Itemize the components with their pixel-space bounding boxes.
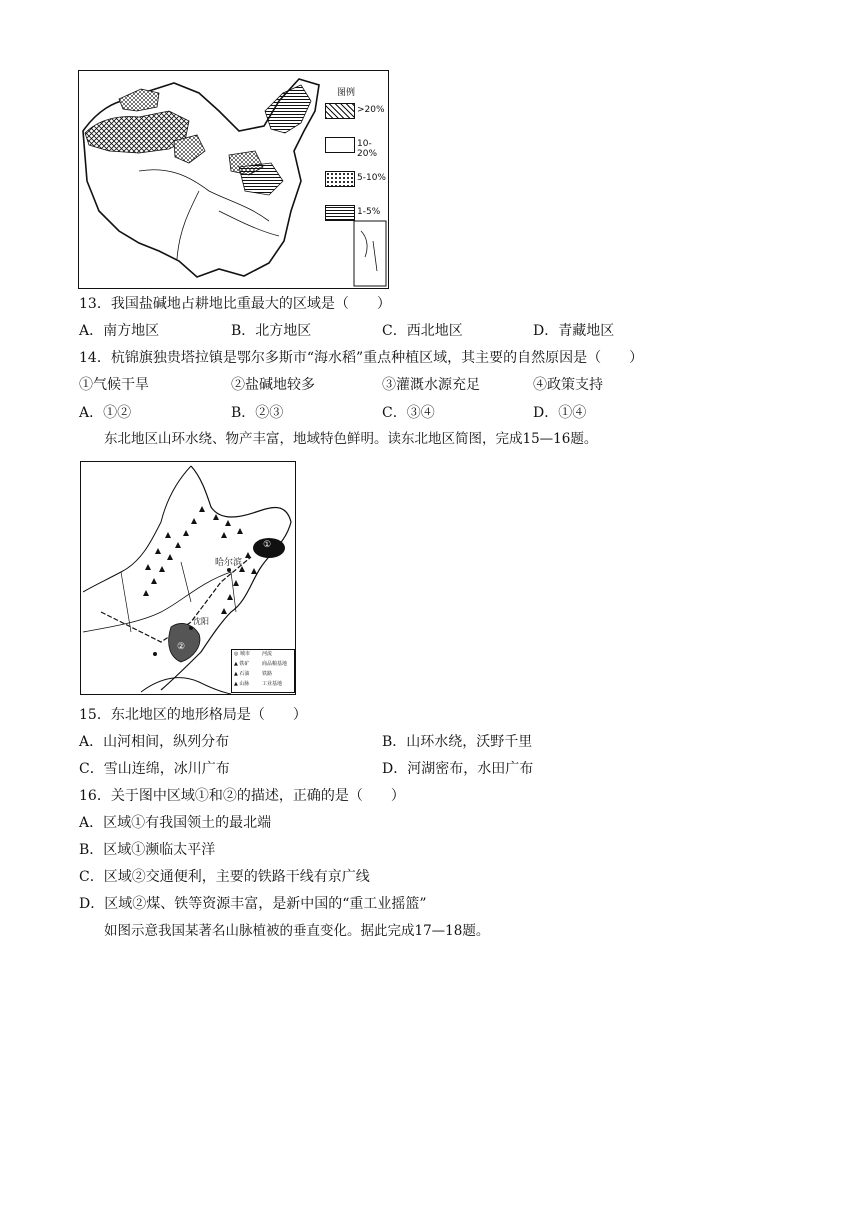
legend-river: 河流 [262, 651, 273, 657]
q13-option-b: B．北方地区 [231, 323, 312, 339]
q13-option-c: C．西北地区 [382, 323, 463, 339]
q15-option-d: D．河湖密布，水田广布 [382, 761, 534, 777]
legend-city: ◎ 城市 [234, 651, 250, 657]
q15-option-b: B．山环水绕，沃野千里 [382, 734, 533, 750]
q13-option-d: D．青藏地区 [533, 323, 615, 339]
city-label-shenyang: 沈阳 [193, 617, 209, 626]
q14-item-4: ④政策支持 [533, 377, 603, 393]
q16-option-a: A．区域①有我国领土的最北端 [79, 815, 272, 831]
intro-17-18: 如图示意我国某著名山脉植被的垂直变化。据此完成17—18题。 [104, 923, 490, 939]
q16-stem: 16．关于图中区域①和②的描述，正确的是（ ） [79, 788, 405, 804]
legend-grain-base: 商品粮基地 [262, 661, 288, 667]
q14-stem: 14．杭锦旗独贵塔拉镇是鄂尔多斯市“海水稻”重点种植区域，其主要的自然原因是（ ） [79, 350, 644, 366]
map2-legend [231, 649, 295, 693]
q14-item-2: ②盐碱地较多 [231, 377, 315, 393]
q15-option-c: C．雪山连绵，冰川广布 [79, 761, 230, 777]
q15-stem: 15．东北地区的地形格局是（ ） [79, 707, 307, 723]
q14-item-1: ①气候干旱 [79, 377, 149, 393]
legend-swatch-gt20 [325, 103, 355, 119]
mountain-symbols-greater-khingan [143, 506, 205, 596]
legend-label-10-20: 10-20% [357, 139, 378, 159]
city-label-harbin: 哈尔滨 [215, 558, 243, 568]
legend-title: 图例 [337, 88, 356, 98]
q16-option-d: D．区域②煤、铁等资源丰富，是新中国的“重工业摇篮” [79, 896, 427, 912]
legend-swatch-1-5 [325, 205, 355, 221]
q14-item-3: ③灌溉水源充足 [382, 377, 480, 393]
legend-label-gt20: >20% [357, 105, 385, 115]
legend-railway: 铁路 [262, 671, 273, 677]
q13-option-a: A．南方地区 [79, 323, 160, 339]
q13-stem: 13．我国盐碱地占耕地比重最大的区域是（ ） [79, 296, 391, 312]
northeast-map [80, 461, 296, 695]
q16-option-b: B．区域①濒临太平洋 [79, 842, 216, 858]
q14-option-c: C．③④ [382, 405, 435, 421]
legend-industrial: 工业基地 [262, 681, 283, 687]
q14-option-a: A．①② [79, 405, 132, 421]
saline-land-map [78, 70, 389, 289]
region-marker-2: ② [177, 642, 186, 652]
intro-15-16: 东北地区山环水绕、物产丰富，地域特色鲜明。读东北地区简图，完成15—16题。 [104, 431, 598, 447]
legend-swatch-10-20 [325, 137, 355, 153]
q14-option-d: D．①④ [533, 405, 587, 421]
legend-mountain: ▲ 山脉 [234, 681, 250, 687]
legend-label-5-10: 5-10% [357, 173, 386, 183]
legend-swatch-5-10 [325, 171, 355, 187]
city-marker-harbin [227, 568, 231, 572]
mountain-symbols-lesser-khingan [213, 514, 243, 538]
q15-option-a: A．山河相间，纵列分布 [79, 734, 230, 750]
city-marker-other [153, 652, 157, 656]
q16-option-c: C．区域②交通便利，主要的铁路干线有京广线 [79, 869, 370, 885]
region-marker-1: ① [263, 540, 272, 550]
legend-label-1-5: 1-5% [357, 207, 381, 217]
q14-option-b: B．②③ [231, 405, 284, 421]
legend-oil: ▲ 石油 [234, 671, 250, 677]
legend-iron: ▲ 铁矿 [234, 661, 250, 667]
